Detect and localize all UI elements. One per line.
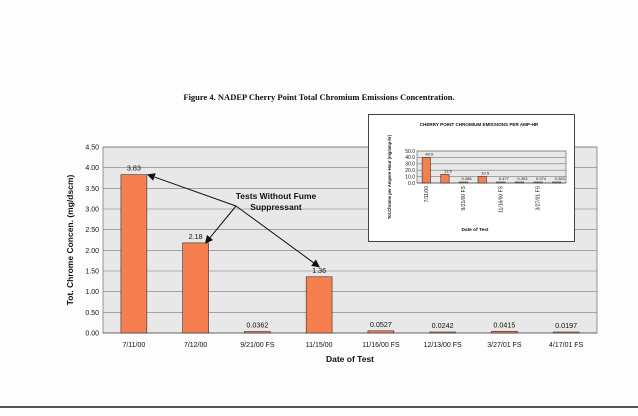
main-x-category-label: 12/13/00 FS xyxy=(423,342,462,349)
inset-bar xyxy=(515,182,523,183)
main-bar-value-label: 0.0242 xyxy=(431,320,454,330)
annotation-line-2: Suppressant xyxy=(250,202,302,212)
inset-chart xyxy=(368,114,575,242)
inset-bar-value-label: 40.0 xyxy=(425,151,434,157)
main-x-category-label: 7/11/00 xyxy=(122,342,146,349)
inset-x-axis-label: Date of Test xyxy=(461,228,489,233)
inset-chart-svg xyxy=(369,115,576,243)
annotation-line-1: Tests Without Fume xyxy=(235,191,317,201)
main-x-category-label: 4/17/01 FS xyxy=(549,342,584,349)
main-x-category-label: 3/27/01 FS xyxy=(487,342,522,349)
main-y-tick-label: 3.00 xyxy=(85,206,99,214)
main-y-tick-label: 1.50 xyxy=(85,268,99,276)
main-y-tick-label: 1.00 xyxy=(85,289,99,297)
inset-y-tick-label: 50.0 xyxy=(405,148,415,155)
main-bar-value-label: 0.0415 xyxy=(493,320,516,330)
inset-y-tick-label: 20.0 xyxy=(405,167,415,174)
main-bar-value-label: 0.0527 xyxy=(369,319,392,329)
main-bar xyxy=(183,243,209,333)
inset-chart-title: CHERRY POINT CHROMIUM EMISSIONS PER AMP-HR xyxy=(419,122,539,127)
inset-x-category-label: 11/16/00 FS xyxy=(498,186,505,213)
main-y-tick-label: 4.50 xyxy=(85,144,99,152)
main-y-tick-label: 0.50 xyxy=(85,309,99,317)
main-y-tick-label: 2.00 xyxy=(85,247,99,255)
inset-bar-value-label: 0.263 xyxy=(554,176,565,181)
main-bar-value-label: 0.0362 xyxy=(246,320,269,330)
inset-y-axis-label: Tot.Chrome per Ampere-Hour (mg/amp-hr) xyxy=(387,134,392,220)
inset-y-tick-label: 0.0 xyxy=(408,180,415,187)
main-x-axis-label: Date of Test xyxy=(325,354,375,364)
main-bar xyxy=(553,332,579,333)
main-bar-value-label: 3.83 xyxy=(126,163,141,173)
inset-x-category-label: 7/11/00 xyxy=(423,186,430,203)
inset-y-tick-label: 30.0 xyxy=(405,161,415,168)
main-y-tick-label: 2.50 xyxy=(85,227,99,235)
inset-bar xyxy=(534,182,542,183)
inset-bar-value-label: 0.374 xyxy=(536,176,547,181)
main-bar xyxy=(368,331,394,333)
main-bar-value-label: 2.18 xyxy=(188,231,203,241)
main-bar xyxy=(306,277,332,333)
inset-bar xyxy=(497,182,505,183)
main-y-axis-label: Tot. Chrome Concen. (mg/dscm) xyxy=(65,174,75,306)
main-bar-value-label: 1.36 xyxy=(312,265,327,275)
inset-x-category-label: 3/27/01 FS xyxy=(535,186,542,211)
inset-bar xyxy=(478,176,486,183)
inset-bar-value-label: 13.5 xyxy=(444,168,452,174)
main-x-category-label: 7/12/00 xyxy=(183,342,208,349)
main-x-category-label: 9/21/00 FS xyxy=(240,342,275,349)
inset-bar-value-label: 10.5 xyxy=(481,170,490,176)
main-x-category-label: 11/16/00 FS xyxy=(362,342,400,349)
main-y-tick-label: 0.00 xyxy=(85,330,99,338)
inset-x-category-label: 9/21/00 FS xyxy=(461,186,468,211)
inset-bar xyxy=(552,182,560,183)
inset-y-tick-label: 10.0 xyxy=(405,174,415,181)
inset-y-tick-label: 40.0 xyxy=(405,155,415,162)
inset-bar xyxy=(422,157,430,183)
main-bar xyxy=(121,175,147,333)
inset-bar-value-label: 0.303 xyxy=(517,176,528,181)
inset-bar-value-label: 0.286 xyxy=(461,176,472,181)
inset-bar xyxy=(459,182,467,183)
main-y-tick-label: 3.50 xyxy=(85,185,99,193)
figure-caption: Figure 4. NADEP Cherry Point Total Chromium Emissions Concentration. xyxy=(183,92,455,102)
main-y-tick-label: 4.00 xyxy=(85,165,99,173)
main-bar xyxy=(430,332,456,333)
main-x-category-label: 11/15/00 xyxy=(305,342,333,349)
inset-bar-value-label: 0.477 xyxy=(498,176,509,181)
bottom-rule xyxy=(0,406,638,408)
main-bar-value-label: 0.0197 xyxy=(555,321,578,330)
main-bar xyxy=(244,332,270,333)
inset-bar xyxy=(441,174,449,183)
main-bar xyxy=(491,331,517,333)
